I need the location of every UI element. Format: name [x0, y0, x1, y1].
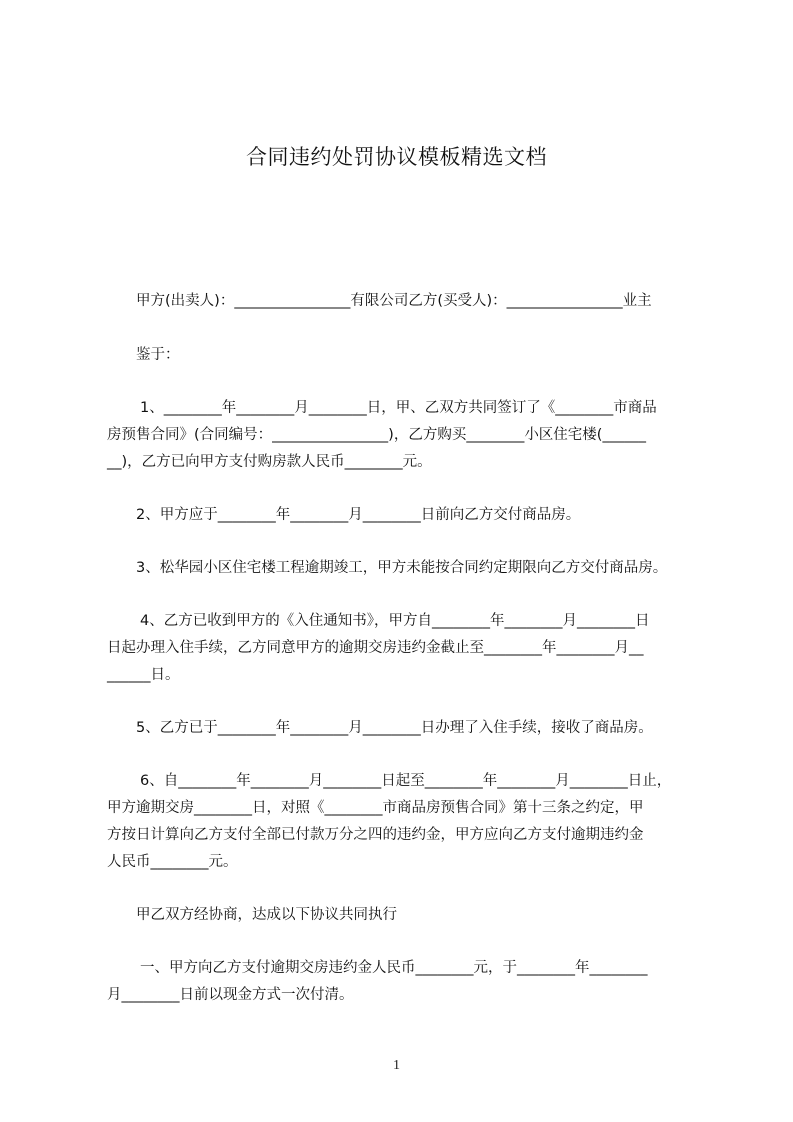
clause-4-line-3: ______日。	[107, 667, 180, 683]
clause-1-line-1: 1、________年________月________日，甲、乙双方共同签订了《________市商品	[140, 400, 657, 416]
clause-6-line-4: 人民币________元。	[107, 854, 238, 870]
clause-6-line-3: 方按日计算向乙方支付全部已付款万分之四的违约金，甲方应向乙方支付逾期违约金	[107, 827, 644, 843]
clause-1-line-3: __)，乙方已向甲方支付购房款人民币________元。	[107, 454, 432, 470]
agreement-intro: 甲乙双方经协商，达成以下协议共同执行	[136, 907, 397, 923]
page-number: 1	[393, 1058, 400, 1073]
party-line: 甲方(出卖人)：________________有限公司乙方(买受人)：________________业主	[136, 293, 652, 309]
article-1-line-2: 月________日前以现金方式一次付清。	[107, 987, 354, 1003]
clause-6-line-2: 甲方逾期交房________日，对照《________市商品房预售合同》第十三条之约定，甲	[107, 800, 644, 816]
whereas-label: 鉴于：	[136, 347, 180, 363]
document-title: 合同违约处罚协议模板精选文档	[246, 145, 547, 169]
clause-5: 5、乙方已于________年________月________日办理了入住手续，接收了商品房。	[136, 720, 653, 736]
clause-2: 2、甲方应于________年________月________日前向乙方交付商品房。	[136, 507, 581, 523]
clause-4-line-1: 4、乙方已收到甲方的《入住通知书》，甲方自________年________月________日	[140, 613, 650, 629]
clause-3: 3、松华园小区住宅楼工程逾期竣工，甲方未能按合同约定期限向乙方交付商品房。	[136, 560, 668, 576]
article-1-line-1: 一、甲方向乙方支付逾期交房违约金人民币________元，于________年________	[140, 960, 648, 976]
clause-1-line-2: 房预售合同》(合同编号：________________)，乙方购买________小区住宅楼(______	[107, 427, 646, 443]
clause-4-line-2: 日起办理入住手续，乙方同意甲方的逾期交房违约金截止至________年________月__	[107, 640, 644, 656]
clause-6-line-1: 6、自________年________月________日起至________年________月________日止，	[140, 773, 672, 789]
